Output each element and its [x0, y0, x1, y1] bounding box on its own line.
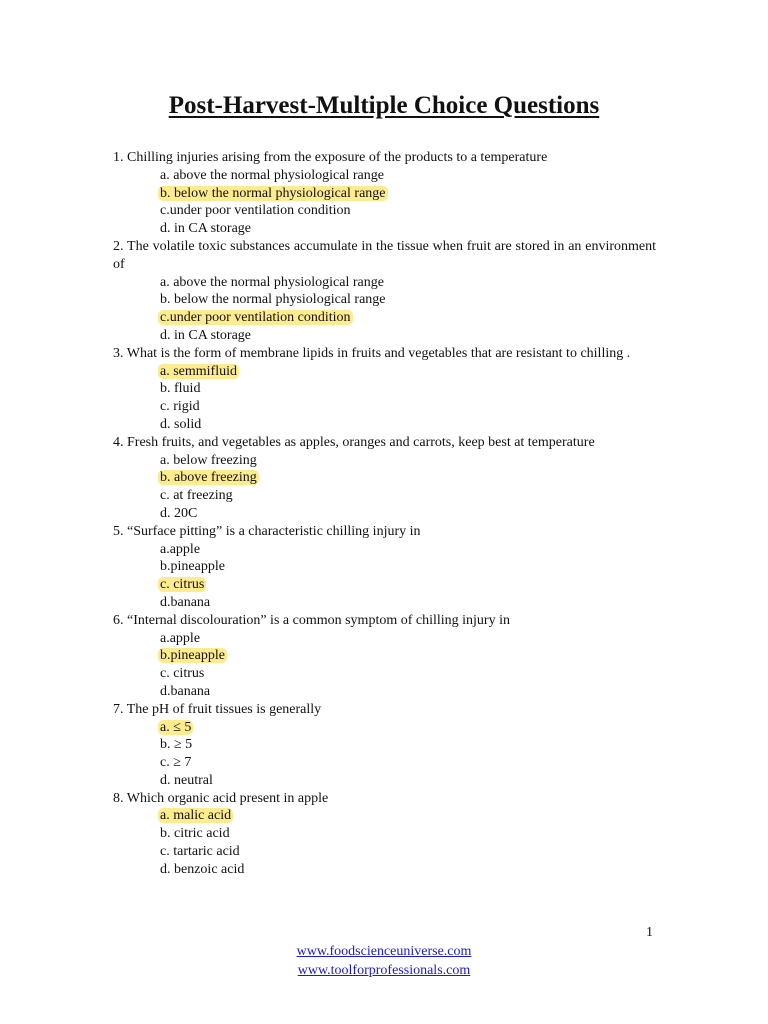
question-2	[113, 238, 656, 345]
question-text: 6. “Internal discolouration” is a common symptom of chilling injury in	[113, 612, 510, 628]
footer-link-foodscienceuniverse[interactable]: www.foodscienceuniverse.com	[296, 944, 472, 959]
option-b: b. citric acid	[160, 826, 230, 842]
question-text: 8. Which organic acid present in apple	[113, 790, 329, 806]
option-b: b. below the normal physiological range	[160, 292, 386, 308]
option-b: b. ≥ 5	[160, 737, 193, 753]
page-title: Post-Harvest-Multiple Choice Questions	[168, 92, 600, 119]
option-c-answer: c.under poor ventilation condition	[160, 310, 351, 326]
question-5	[113, 523, 656, 612]
question-4	[113, 434, 656, 523]
option-b-answer: b.pineapple	[160, 648, 225, 664]
option-d: d. in CA storage	[160, 221, 251, 237]
option-a: a. above the normal physiological range	[160, 274, 384, 290]
option-c: c.under poor ventilation condition	[160, 203, 351, 219]
question-text: 7. The pH of fruit tissues is generally	[113, 701, 322, 717]
option-b: b. fluid	[160, 381, 201, 397]
option-a-answer: a. semmifluid	[160, 363, 237, 379]
option-c: c. tartaric acid	[160, 844, 240, 860]
question-6	[113, 612, 656, 701]
option-c: c. ≥ 7	[160, 755, 192, 771]
question-1	[113, 149, 656, 238]
option-b: b.pineapple	[160, 559, 225, 575]
question-text: 5. “Surface pitting” is a characteristic chilling injury in	[113, 523, 421, 539]
option-d: d. 20C	[160, 505, 198, 521]
option-c: c. at freezing	[160, 488, 233, 504]
option-b-answer: b. below the normal physiological range	[160, 185, 386, 201]
question-text: 2. The volatile toxic substances accumulate in the tissue when fruit are stored in an environment of	[113, 238, 656, 272]
option-b-answer: b. above freezing	[160, 470, 257, 486]
option-a: a. above the normal physiological range	[160, 167, 384, 183]
option-c: c. citrus	[160, 666, 205, 682]
question-3	[113, 345, 656, 434]
question-8	[113, 790, 656, 879]
option-d: d.banana	[160, 594, 211, 610]
option-d: d. in CA storage	[160, 327, 251, 343]
option-a: a. below freezing	[160, 452, 257, 468]
footer	[0, 942, 768, 980]
option-a-answer: a. malic acid	[160, 808, 232, 824]
option-a-answer: a. ≤ 5	[160, 719, 192, 735]
option-d: d. neutral	[160, 772, 213, 788]
question-7	[113, 701, 656, 790]
option-c-answer: c. citrus	[160, 577, 205, 593]
page-number: 1	[646, 925, 653, 940]
option-d: d. benzoic acid	[160, 861, 245, 877]
option-c: c. rigid	[160, 399, 200, 415]
question-list	[113, 149, 656, 879]
question-text: 4. Fresh fruits, and vegetables as apples, oranges and carrots, keep best at temperature	[113, 434, 595, 450]
question-text: 3. What is the form of membrane lipids in fruits and vegetables that are resistant to chilling .	[113, 345, 631, 361]
option-d: d. solid	[160, 416, 202, 432]
option-d: d.banana	[160, 683, 211, 699]
option-a: a.apple	[160, 541, 201, 557]
option-a: a.apple	[160, 630, 201, 646]
footer-link-toolforprofessionals[interactable]: www.toolforprofessionals.com	[297, 963, 471, 978]
question-text: 1. Chilling injuries arising from the exposure of the products to a temperature	[113, 150, 548, 165]
